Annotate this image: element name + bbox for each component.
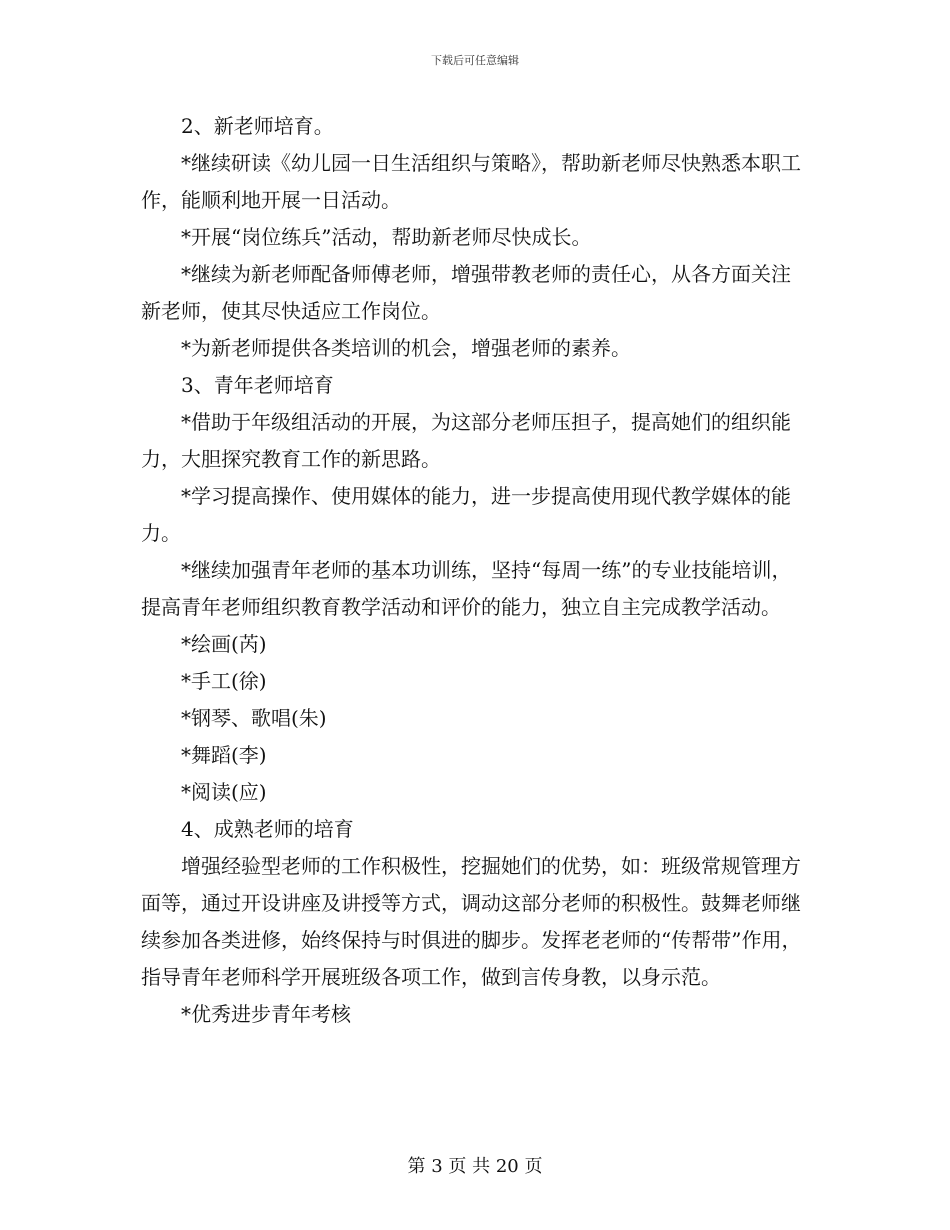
paragraph: *借助于年级组活动的开展，为这部分老师压担子，提高她们的组织能力，大胆探究教育工作的新思路。	[141, 410, 791, 471]
page-header: 下载后可任意编辑	[431, 54, 519, 67]
list-item: *手工(徐)	[181, 669, 267, 693]
page-number-footer: 第 3 页 共 20 页	[407, 1156, 543, 1177]
paragraph: *继续研读《幼儿园一日生活组织与策略》，帮助新老师尽快熟悉本职工作，能顺利地开展一日活动。	[141, 151, 801, 212]
paragraph-section-4-heading: 4、成熟老师的培育	[181, 817, 354, 841]
paragraph: *继续为新老师配备师傅老师，增强带教老师的责任心，从各方面关注新老师，使其尽快适应工作岗位。	[141, 262, 791, 323]
paragraph: *优秀进步青年考核	[181, 1002, 351, 1026]
paragraph-section-3-heading: 3、青年老师培育	[181, 373, 334, 397]
list-item: *舞蹈(李)	[181, 743, 267, 767]
paragraph: *开展“岗位练兵”活动，帮助新老师尽快成长。	[181, 225, 592, 249]
list-item: *绘画(芮)	[181, 632, 267, 656]
document-body	[141, 108, 809, 1033]
paragraph-section-2-heading: 2、新老师培育。	[181, 114, 334, 138]
paragraph: *继续加强青年老师的基本功训练，坚持“每周一练”的专业技能培训，提高青年老师组织教育教学活动和评价的能力，独立自主完成教学活动。	[141, 558, 792, 619]
list-item: *钢琴、歌唱(朱)	[181, 706, 327, 730]
paragraph: *为新老师提供各类培训的机会，增强老师的素养。	[181, 336, 631, 360]
paragraph: *学习提高操作、使用媒体的能力，进一步提高使用现代教学媒体的能力。	[141, 484, 791, 545]
paragraph: 增强经验型老师的工作积极性，挖掘她们的优势，如：班级常规管理方面等，通过开设讲座及讲授等方式，调动这部分老师的积极性。鼓舞老师继续参加各类进修，始终保持与时俱进的脚步。发挥老老师的“传帮带”作用，指导青年老师科学开展班级各项工作，做到言传身教，以身示范。	[141, 854, 802, 989]
list-item: *阅读(应)	[181, 780, 267, 804]
